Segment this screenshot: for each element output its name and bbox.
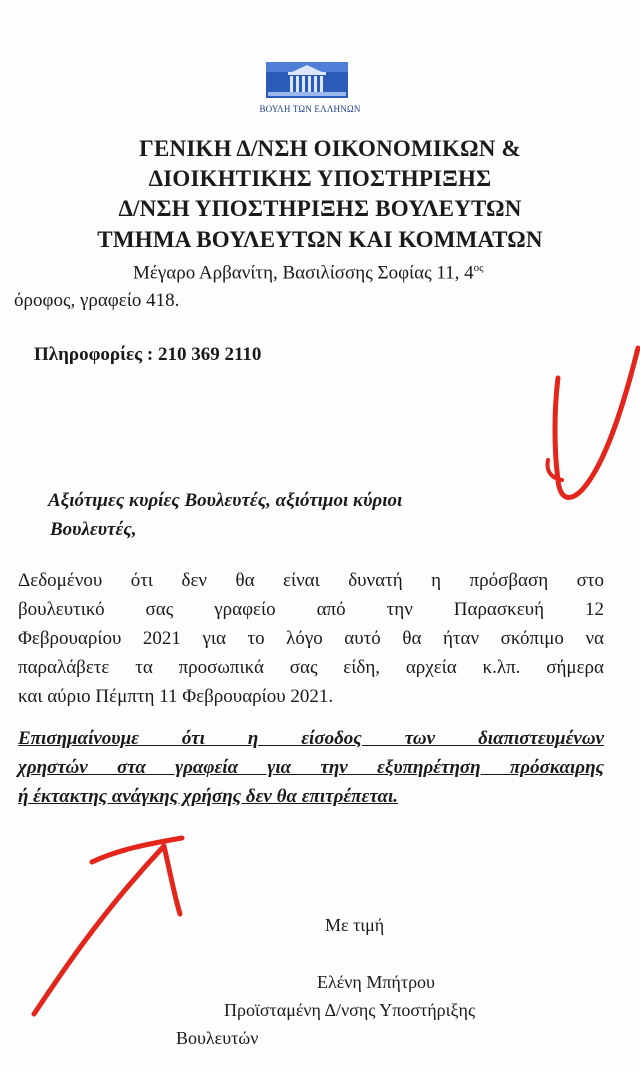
signatory-name: Ελένη Μπήτρου — [317, 972, 435, 992]
body-line: και αύριο Πέμπτη 11 Φεβρουαρίου 2021. — [18, 686, 334, 707]
body-line: βουλευτικό σας γραφείο από την Παρασκευή 12 — [18, 599, 604, 620]
salutation-line-2: Βουλευτές, — [50, 519, 137, 540]
body-line: Δεδομένου ότι δεν θα είναι δυνατή η πρόσβαση στο — [18, 570, 604, 591]
notice-line: Επισημαίνουμε ότι η είσοδος των διαπιστευμένων — [18, 728, 604, 749]
address-main: Μέγαρο Αρβανίτη, Βασιλίσσης Σοφίας 11, 4 — [133, 262, 474, 284]
body-line: παραλάβετε τα προσωπικά σας είδη, αρχεία κ.λπ. σήμερα — [18, 657, 604, 678]
salutation — [48, 486, 548, 544]
notice-paragraph — [18, 724, 604, 811]
logo-caption: ΒΟΥΛΗ ΤΩΝ ΕΛΛΗΝΩΝ — [259, 104, 361, 114]
heading-support: ΔΙΟΙΚΗΤΙΚΗΣ ΥΠΟΣΤΗΡΙΞΗΣ — [148, 166, 492, 191]
signatory-department: Βουλευτών — [176, 1028, 259, 1048]
signatory-title: Προϊσταμένη Δ/νσης Υποστήριξης — [224, 1000, 476, 1020]
address-floor-suffix: ος — [473, 262, 484, 274]
closing: Με τιμή — [325, 915, 385, 935]
body-paragraph — [18, 566, 604, 711]
notice-line: ή έκτακτης ανάγκης χρήσης δεν θα επιτρέπεται. — [18, 786, 399, 807]
address-line-1 — [133, 262, 484, 284]
info-phone: Πληροφορίες : 210 369 2110 — [34, 344, 262, 365]
heading-directorate: ΓΕΝΙΚΗ Δ/ΝΣΗ ΟΙΚΟΝΟΜΙΚΩΝ & — [139, 136, 521, 161]
body-line: Φεβρουαρίου 2021 για το λόγο αυτό θα ήταν σκόπιμο να — [18, 628, 604, 649]
heading-mp-support: Δ/ΝΣΗ ΥΠΟΣΤΗΡΙΞΗΣ ΒΟΥΛΕΥΤΩΝ — [118, 196, 522, 221]
red-arrow-annotation-icon — [22, 832, 202, 1022]
salutation-line-1: Αξιότιμες κυρίες Βουλευτές, αξιότιμοι κύριοι — [48, 490, 403, 511]
address-line-2: όροφος, γραφείο 418. — [14, 290, 180, 311]
notice-line: χρηστών στα γραφεία για την εξυπηρέτηση πρόσκαιρης — [18, 757, 604, 778]
heading-department: ΤΜΗΜΑ ΒΟΥΛΕΥΤΩΝ ΚΑΙ ΚΟΜΜΑΤΩΝ — [97, 227, 543, 252]
red-check-annotation-icon — [540, 340, 640, 510]
